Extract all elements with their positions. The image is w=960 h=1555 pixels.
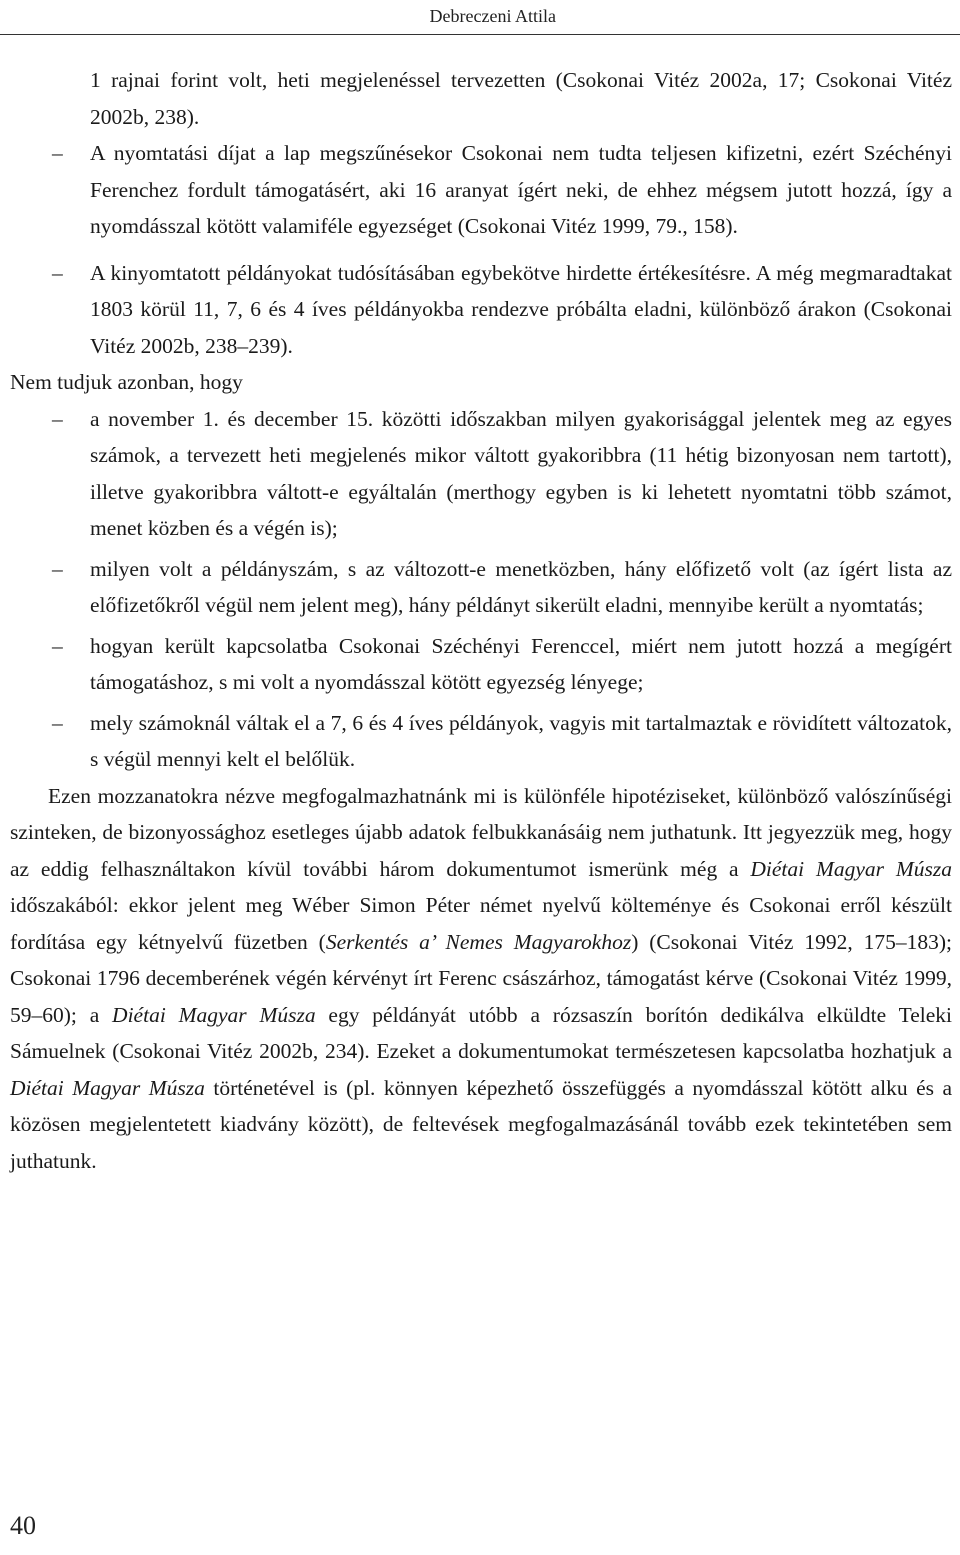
- body-paragraph: [10, 778, 952, 1180]
- list-item-text: milyen volt a példányszám, s az változott-e menetközben, hány előfizető volt (az ígért lista az előfizetőkről végül nem jelent meg), hány példányt sikerült eladni, mennyibe került a nyomtatás;: [90, 556, 952, 617]
- page-number: 40: [10, 1511, 36, 1540]
- paragraph-text: Ezen mozzanatokra nézve megfogalmazhatnánk mi is különféle hipotéziseket, különböző valószínűségi szinteken, de bizonyossághoz esetleges újabb adatok felbukkanásáig nem juthatunk. Itt jegyezzük meg, hogy az eddig felhasználtakon kívül további három dokumentumot ismerünk még a: [10, 783, 952, 881]
- continuation-text: 1 rajnai forint volt, heti megjelenéssel tervezetten (Csokonai Vitéz 2002a, 17; Csokonai Vitéz 2002b, 238).: [90, 68, 952, 129]
- list-item-text: hogyan került kapcsolatba Csokonai Széchényi Ferenccel, miért nem jutott hozzá a megígért támogatáshoz, s mi volt a nyomdásszal kötött egyezség lényege;: [90, 633, 952, 694]
- list-item-text: mely számoknál váltak el a 7, 6 és 4 íves példányok, vagyis mit tartalmaztak e rövidített változatok, s végül mennyi kelt el belőlük.: [90, 710, 952, 771]
- list-dash: –: [52, 141, 63, 165]
- list-dash: –: [52, 260, 63, 285]
- paragraph-text: történetével is (pl. könnyen képezhető összefüggés a nyomdásszal kötött alku és a közösen megjelentetett kiadvány között), de feltevések megfogalmazásánál tovább ezek tekintetében sem juthatunk.: [10, 1075, 953, 1173]
- list-dash: –: [52, 406, 63, 431]
- lead-sentence: Nem tudjuk azonban, hogy: [10, 370, 243, 394]
- list-item-text: A nyomtatási díjat a lap megszűnésekor Csokonai nem tudta teljesen kifizetni, ezért Széchényi Ferenchez fordult támogatásért, aki 16 aranyat ígért neki, de ehhez mégsem jutott hozzá, így a nyomdásszal kötött valamiféle egyezséget (Csokonai Vitéz 1999, 79., 158).: [90, 141, 952, 238]
- work-title: Diétai Magyar Músza: [112, 1002, 316, 1027]
- header-author: Debreczeni Attila: [429, 6, 556, 26]
- list-item-text: A kinyomtatott példányokat tudósításában egybekötve hirdette értékesítésre. A még megmaradtakat 1803 körül 11, 7, 6 és 4 íves példányokba rendezve próbálta eladni, különböző árakon (Csokonai Vitéz 2002b, 238–239).: [90, 260, 952, 358]
- list-item: [10, 551, 952, 624]
- list-dash: –: [52, 710, 63, 735]
- list-dash: –: [52, 556, 63, 581]
- list-funding: [10, 135, 952, 364]
- list-questions: [10, 401, 952, 778]
- paragraph-text: ) (Csokonai Vitéz 1992, 175–183); Csokonai 1796 decemberének végén kérvényt írt Ferenc császárhoz, támogatást kérve (Csokonai Vitéz 1999, 59–60); a: [10, 929, 952, 1027]
- work-title: Diétai Magyar Músza: [10, 1075, 205, 1100]
- list-item: [10, 255, 952, 365]
- page-content: [10, 62, 952, 1179]
- list-item-text: a november 1. és december 15. közötti időszakban milyen gyakorisággal jelentek meg az egyes számok, a tervezett heti megjelenés mikor váltott gyakoribbra (11 hétig bizonyosan nem tartott), illetve gyakoribbra váltott-e egyáltalán (merthogy egyben is ki lehetett nyomtatni több számot, menet közben és a végén is);: [90, 406, 952, 540]
- running-header: [0, 0, 960, 35]
- work-title: Diétai Magyar Músza: [750, 856, 952, 881]
- list-dash: –: [52, 633, 63, 658]
- paragraph-text: egy példányát utóbb a rózsaszín borítón dedikálva elküldte Teleki Sámuelnek (Csokonai Vitéz 2002b, 234). Ezeket a dokumentumokat természetesen kapcsolatba hozhatjuk a: [10, 1002, 952, 1063]
- list-item: [10, 628, 952, 701]
- paragraph-text: időszakából: ekkor jelent meg Wéber Simon Péter német nyelvű költeménye és Csokonai erről készült fordítása egy kétnyelvű füzetben (: [10, 893, 952, 954]
- work-title: Serkentés a’ Nemes Magyarokhoz: [325, 929, 632, 954]
- list-item: [10, 705, 952, 778]
- list-item: [10, 135, 952, 245]
- list-item: [10, 401, 952, 547]
